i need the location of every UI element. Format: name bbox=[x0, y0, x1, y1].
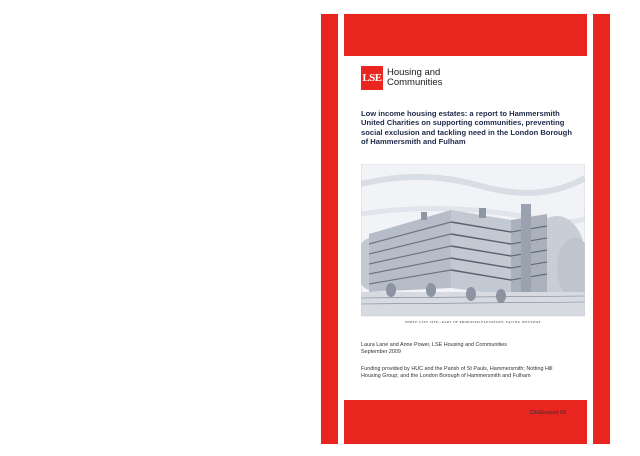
funding-line: Funding provided by HUC and the Parish of St Pauls, Hammersmith; Notting Hill bbox=[361, 366, 553, 372]
title-line: United Charities on supporting communities, preventing bbox=[361, 118, 565, 128]
series-label: CASEreport 59 bbox=[529, 410, 566, 416]
report-cover bbox=[321, 14, 610, 444]
estate-drawing bbox=[361, 164, 585, 326]
red-band-top bbox=[344, 14, 587, 56]
title-line: social exclusion and tackling need in the London Borough bbox=[361, 127, 572, 137]
title-line: of Hammersmith and Fulham bbox=[361, 137, 466, 147]
lse-logo-mark: LSE bbox=[361, 66, 383, 90]
red-border-right bbox=[593, 14, 610, 444]
logo-line-2: Communities bbox=[387, 77, 443, 88]
authors-line: Laura Lane and Anne Power, LSE Housing and Communities bbox=[361, 342, 507, 348]
date-line: September 2009 bbox=[361, 349, 401, 355]
red-border-left bbox=[321, 14, 338, 444]
authors-block bbox=[361, 342, 586, 356]
logo-line-1: Housing and bbox=[387, 67, 441, 78]
report-title bbox=[361, 109, 586, 147]
title-line: Low income housing estates: a report to Hammersmith bbox=[361, 109, 560, 118]
funding-block bbox=[361, 366, 586, 380]
illustration-caption: WHITE CITY SITE—PART OF PROPOSED ELEVATION, FACING WESTWAY bbox=[404, 320, 542, 324]
funding-line: Housing Group; and the London Borough of Hammersmith and Fulham bbox=[361, 373, 531, 379]
red-band-bottom bbox=[344, 400, 587, 444]
lse-housing-logo bbox=[361, 66, 442, 90]
housing-estate-illustration bbox=[361, 164, 585, 326]
logo-wordmark bbox=[387, 68, 442, 88]
